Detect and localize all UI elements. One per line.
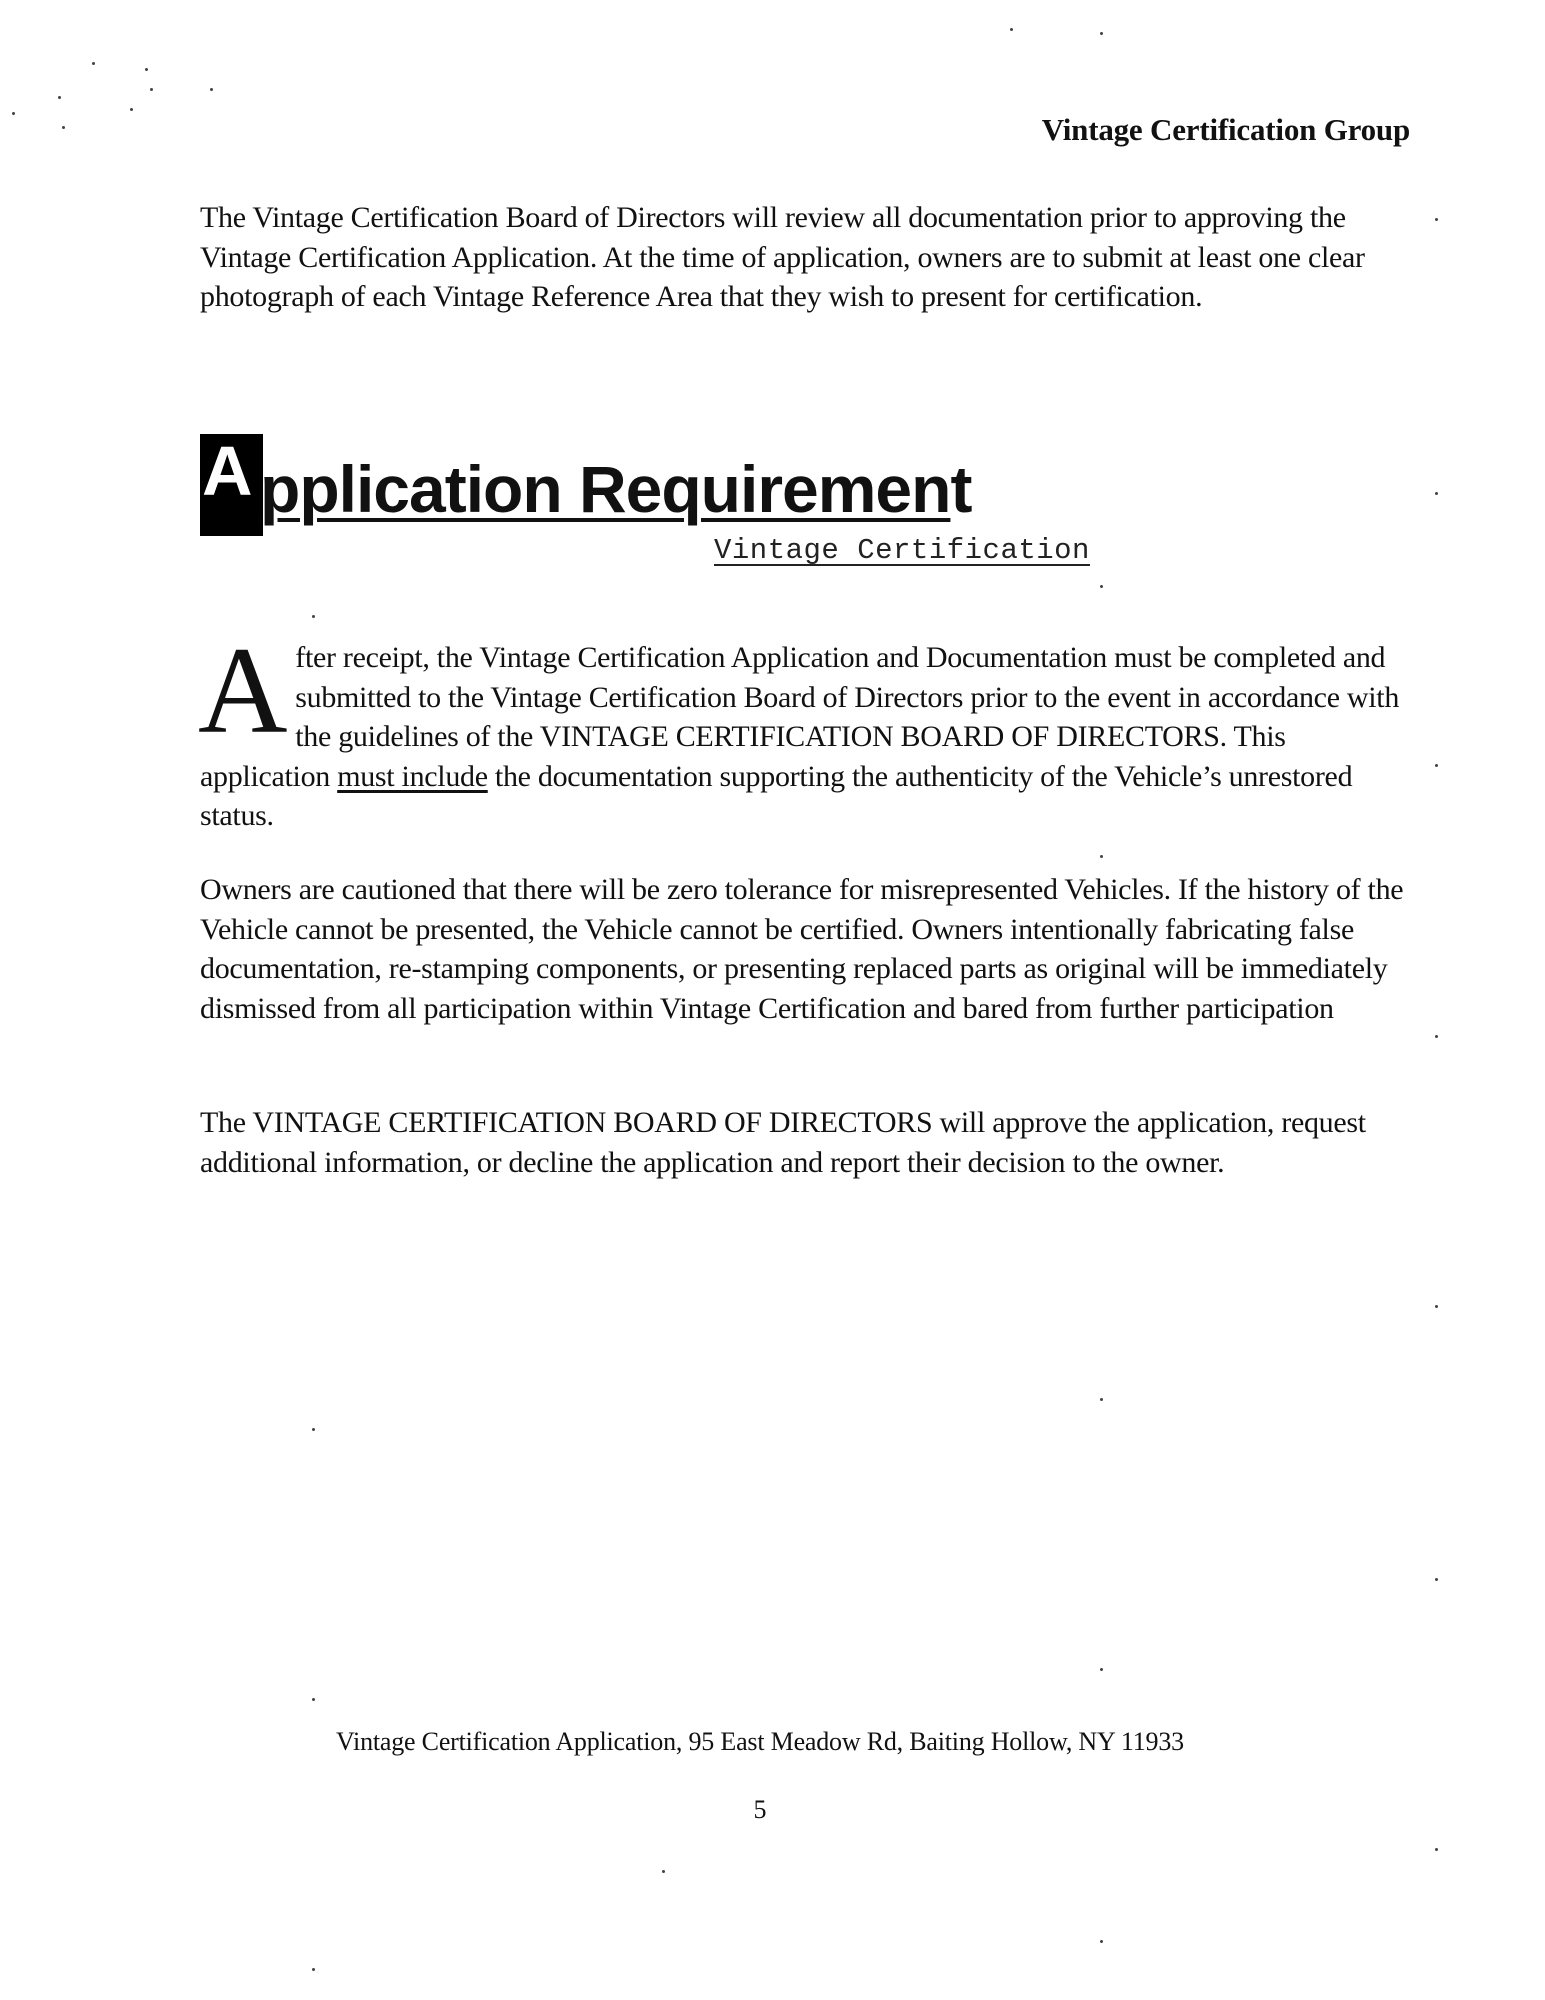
drop-cap: A [198, 622, 288, 759]
paragraph-board-decision: The VINTAGE CERTIFICATION BOARD OF DIRECTORS will approve the application, request additional information, or decline the application and report their decision to the owner. [200, 1106, 1366, 1179]
paragraph-text-part: fter receipt, the Vintage Certification Application and Documentation must be completed and submitted to the Vintage Certification Board of Directors prior to the event in accordance with the guidelines of the VINTAGE CERTIFICATION BOARD OF DIRECTORS. This application [200, 641, 1400, 793]
scan-speck [312, 1968, 315, 1971]
scan-speck [150, 88, 153, 91]
scan-speck [1100, 585, 1103, 588]
scan-speck [1100, 32, 1103, 35]
scan-speck [92, 62, 95, 65]
header-organization: Vintage Certification Group [1041, 112, 1410, 147]
scan-speck [1010, 28, 1013, 31]
footer-address: Vintage Certification Application, 95 East Meadow Rd, Baiting Hollow, NY 11933 [336, 1727, 1184, 1756]
scan-speck [1435, 1578, 1438, 1581]
scan-speck [1435, 492, 1438, 495]
heading-last-letter: t [950, 452, 972, 526]
scan-speck [1435, 218, 1438, 221]
heading-text [260, 452, 972, 526]
scan-speck [58, 96, 61, 99]
scan-speck [662, 1870, 665, 1873]
heading-initial-box [200, 434, 263, 536]
scan-speck [1100, 1940, 1103, 1943]
intro-paragraph: The Vintage Certification Board of Directors will review all documentation prior to approving the Vintage Certification Application. At the time of application, owners are to submit at least one clear photograph of each Vintage Reference Area that they wish to present for certification. [200, 201, 1365, 313]
scan-speck [1435, 1848, 1438, 1851]
scan-speck [312, 1698, 315, 1701]
scan-speck [1435, 1035, 1438, 1038]
scan-speck [1100, 1668, 1103, 1671]
scan-speck [1100, 1398, 1103, 1401]
scan-speck [1435, 1305, 1438, 1308]
scan-speck [1100, 855, 1103, 858]
scan-speck [62, 126, 65, 129]
scan-speck [12, 112, 15, 115]
scan-speck [210, 88, 213, 91]
page-number: 5 [753, 1795, 767, 1824]
heading-underlined-text: pplication Requiremen [260, 452, 951, 526]
scan-speck [1435, 764, 1438, 767]
paragraph-text-part: the documentation supporting the authenticity of the Vehicle’s unrestored status. [200, 759, 1353, 832]
paragraph-owners-cautioned: Owners are cautioned that there will be zero tolerance for misrepresented Vehicles. If the history of the Vehicle cannot be presented, the Vehicle cannot be certified. Owners intentionally fabricating false documentation, re-stamping components, or presenting replaced parts as original will be immediately dismissed from all participation within Vintage Certification and bared from further participation [200, 873, 1404, 1025]
paragraph-emphasis: must include [337, 759, 488, 793]
scan-speck [130, 108, 133, 111]
paragraph-application-after-receipt [198, 622, 1410, 836]
scan-speck [312, 1428, 315, 1431]
scan-speck [145, 68, 148, 71]
section-subheading: Vintage Certification [714, 534, 1090, 567]
heading-initial: A [202, 432, 253, 510]
scan-speck [312, 615, 315, 618]
